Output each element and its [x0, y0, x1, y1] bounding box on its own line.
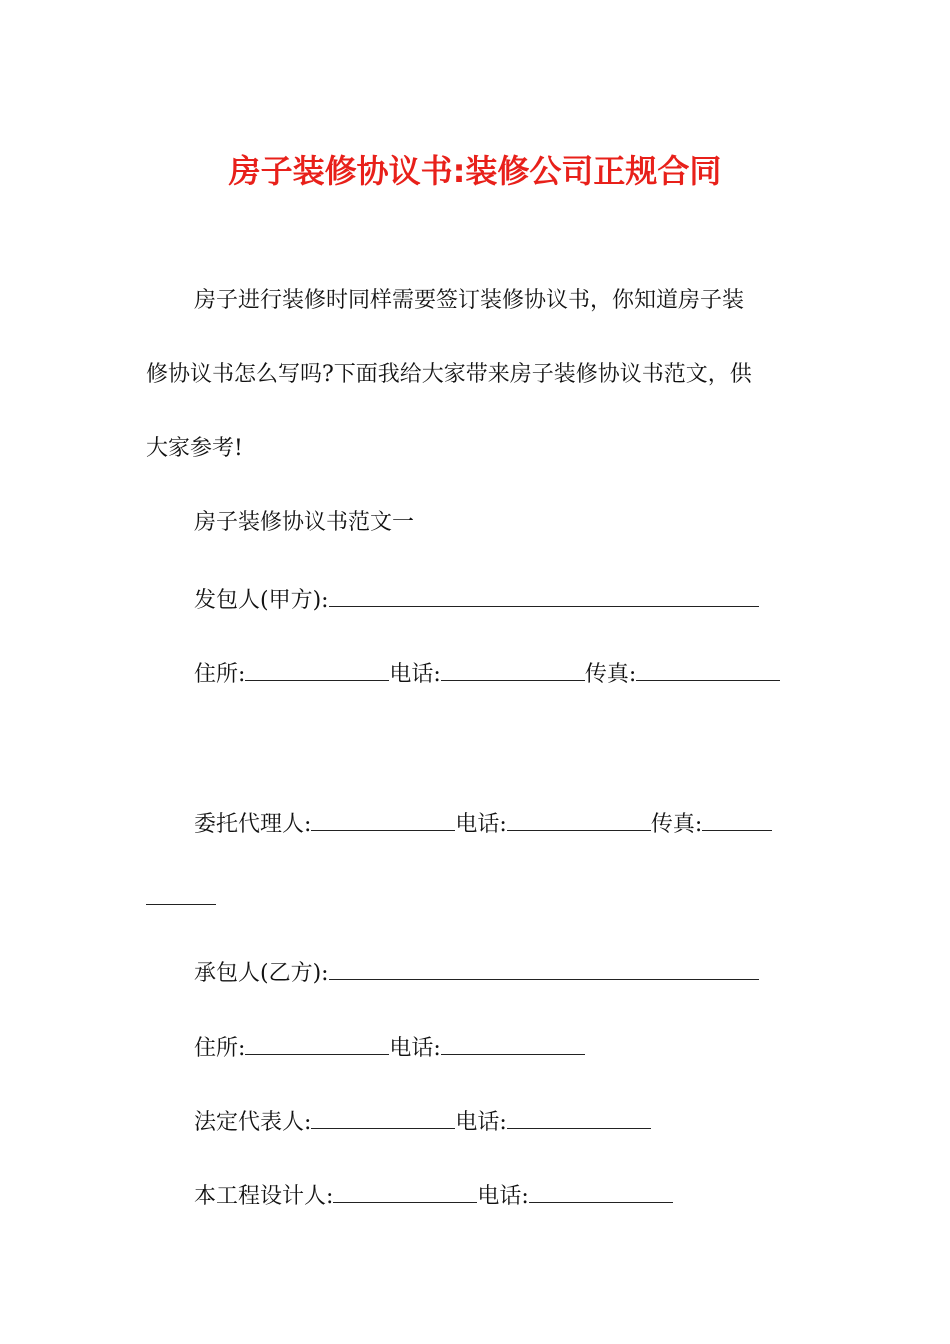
agent-fax-continuation	[146, 880, 806, 915]
designer-label: 本工程设计人:	[194, 1184, 334, 1209]
legal-rep-blank	[311, 1104, 455, 1129]
designer-row	[194, 1178, 806, 1213]
agent-fax-label: 传真:	[650, 812, 703, 837]
party-b-phone-label: 电话:	[389, 1036, 441, 1061]
party-a-contact-row	[194, 656, 806, 691]
phone-label: 电话:	[389, 662, 441, 687]
intro-line-2: 修协议书怎么写吗?下面我给大家带来房子装修协议书范文，供	[146, 362, 752, 387]
address-blank	[245, 656, 389, 681]
party-b-address-label: 住所:	[194, 1036, 246, 1061]
agent-phone-blank	[507, 806, 651, 831]
party-b-phone-blank	[441, 1030, 585, 1055]
party-a-label: 发包人(甲方):	[194, 588, 329, 613]
legal-rep-row	[194, 1104, 806, 1139]
agent-fax-blank	[702, 806, 772, 831]
legal-rep-phone-blank	[507, 1104, 651, 1129]
party-b-label: 承包人(乙方):	[194, 961, 329, 986]
designer-phone-blank	[529, 1178, 673, 1203]
phone-blank	[441, 656, 585, 681]
fax-blank	[636, 656, 780, 681]
document-title: 房子装修协议书:装修公司正规合同	[228, 152, 722, 190]
legal-rep-label: 法定代表人:	[194, 1110, 312, 1135]
party-a-blank	[329, 582, 759, 607]
party-b-contact-row	[194, 1030, 806, 1065]
fax-label: 传真:	[584, 662, 637, 687]
party-a-row	[194, 582, 806, 617]
party-b-row	[194, 955, 806, 990]
designer-blank	[333, 1178, 477, 1203]
intro-line-1: 房子进行装修时同样需要签订装修协议书，你知道房子装	[194, 288, 745, 313]
party-b-blank	[329, 955, 759, 980]
legal-rep-phone-label: 电话:	[455, 1110, 507, 1135]
intro-line-3: 大家参考!	[146, 436, 243, 461]
agent-label: 委托代理人:	[194, 812, 312, 837]
agent-blank	[311, 806, 455, 831]
agent-row	[194, 806, 806, 841]
address-label: 住所:	[194, 662, 246, 687]
section-heading: 房子装修协议书范文一	[194, 510, 415, 535]
agent-fax-blank-cont	[146, 880, 216, 905]
party-b-address-blank	[245, 1030, 389, 1055]
agent-phone-label: 电话:	[455, 812, 507, 837]
designer-phone-label: 电话:	[477, 1184, 529, 1209]
